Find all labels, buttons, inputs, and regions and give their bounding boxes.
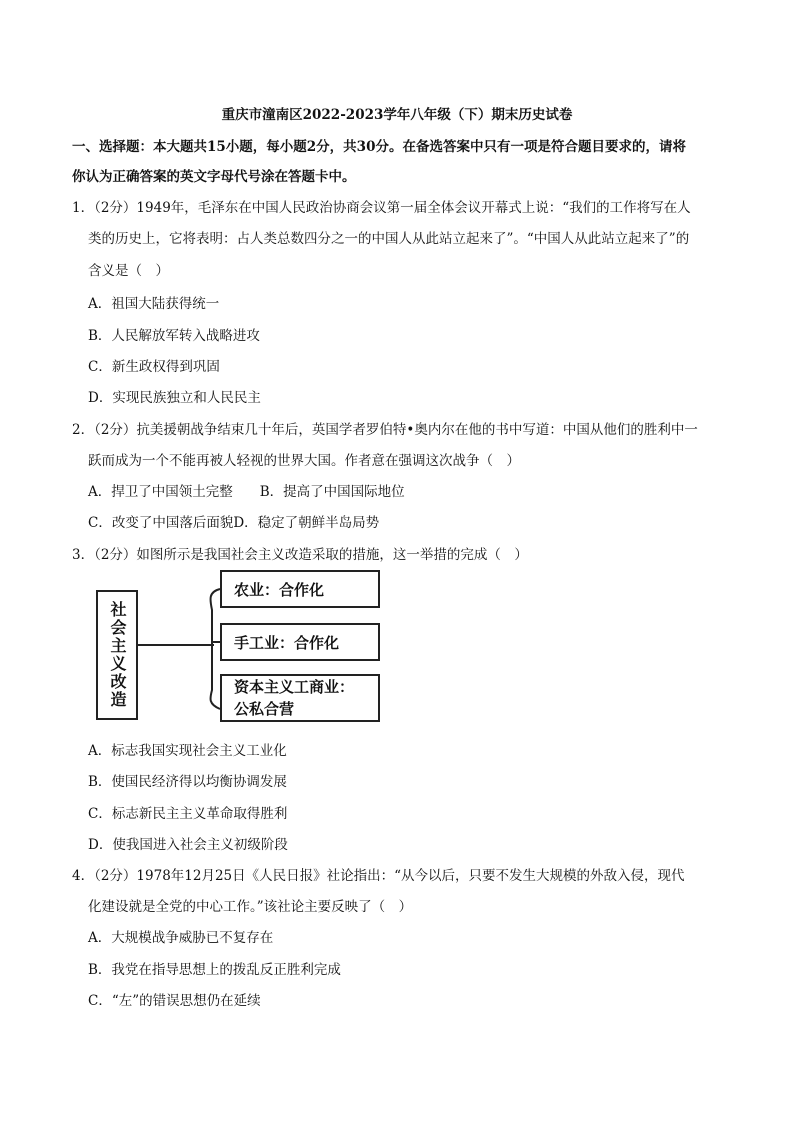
q4-stem-line-1: 4．（2分）1978年12月25日《人民日报》社论指出：“从今以后，只要不发生大规模的外敌入侵，现代 <box>72 868 685 884</box>
diagram-branch-commerce: 资本主义工商业：公私合营 <box>220 674 380 722</box>
page-title: 重庆市潼南区2022-2023学年八年级（下）期末历史试卷 <box>221 107 573 123</box>
q2-stem-line-1: 2．（2分）抗美援朝战争结束几十年后，英国学者罗伯特•奥内尔在他的书中写道：中国从他们的胜利中一 <box>72 422 698 438</box>
q3-option-c[interactable]: C．标志新民主主义革命取得胜利 <box>88 806 288 822</box>
q4-option-c[interactable]: C．“左”的错误思想仍在延续 <box>88 993 261 1009</box>
q1-stem-line-1: 1．（2分）1949年，毛泽东在中国人民政治协商会议第一届全体会议开幕式上说：“我们的工作将写在人 <box>72 200 691 216</box>
q4-option-a[interactable]: A．大规模战争威胁已不复存在 <box>88 930 274 946</box>
q2-options-cd[interactable]: C．改变了中国落后面貌D．稳定了朝鲜半岛局势 <box>88 515 380 531</box>
q1-option-a[interactable]: A．祖国大陆获得统一 <box>88 296 220 312</box>
section-line-1: 一、选择题：本大题共15小题，每小题2分，共30分。在备选答案中只有一项是符合题目要求的，请将 <box>72 139 686 155</box>
q1-option-c[interactable]: C．新生政权得到巩固 <box>88 359 220 375</box>
diagram-branch-agriculture: 农业：合作化 <box>220 570 380 608</box>
q3-stem-line-1: 3．（2分）如图所示是我国社会主义改造采取的措施，这一举措的完成（ ） <box>72 547 528 563</box>
reform-diagram <box>96 570 386 725</box>
q1-option-d[interactable]: D．实现民族独立和人民民主 <box>88 390 261 406</box>
q4-option-b[interactable]: B．我党在指导思想上的拨乱反正胜利完成 <box>88 962 341 978</box>
q3-option-a[interactable]: A．标志我国实现社会主义工业化 <box>88 743 287 759</box>
q1-stem-line-2: 类的历史上，它将表明：占人类总数四分之一的中国人从此站立起来了”。“中国人从此站立起来了”的 <box>88 231 690 247</box>
q3-option-d[interactable]: D．使我国进入社会主义初级阶段 <box>88 837 288 853</box>
q2-stem-line-2: 跃而成为一个不能再被人轻视的世界大国。作者意在强调这次战争（ ） <box>88 453 520 469</box>
q2-options-ab[interactable]: A．捍卫了中国领土完整 B．提高了中国国际地位 <box>88 484 405 500</box>
q1-stem-line-3: 含义是（ ） <box>88 263 169 279</box>
diagram-root-box: 社会主义改造 <box>96 590 138 720</box>
diagram-branch-handicraft: 手工业：合作化 <box>220 623 380 661</box>
q1-option-b[interactable]: B．人民解放军转入战略进攻 <box>88 328 260 344</box>
q3-option-b[interactable]: B．使国民经济得以均衡协调发展 <box>88 774 287 790</box>
q4-stem-line-2: 化建设就是全党的中心工作。”该社论主要反映了（ ） <box>88 899 413 915</box>
section-instructions <box>72 132 727 192</box>
section-line-2: 你认为正确答案的英文字母代号涂在答题卡中。 <box>72 169 356 185</box>
